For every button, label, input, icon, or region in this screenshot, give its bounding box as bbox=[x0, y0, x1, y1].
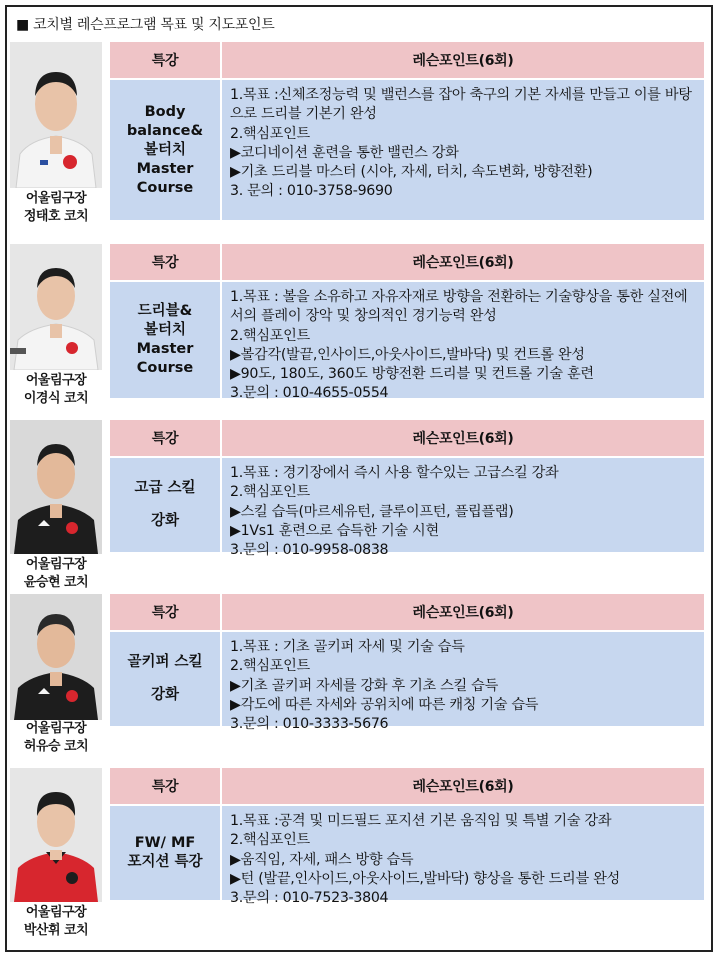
coach-photo-icon bbox=[10, 42, 102, 188]
points-header: 레슨포인트(6회) bbox=[222, 420, 704, 456]
point-line: ▶기초 골키퍼 자세를 강화 후 기초 스킬 습득 bbox=[230, 677, 498, 694]
course-header: 특강 bbox=[110, 768, 220, 804]
course-line: 강화 bbox=[150, 513, 179, 529]
lesson-table bbox=[110, 244, 704, 402]
point-line: 3.문의 : 010-4655-0554 bbox=[230, 385, 389, 402]
course-header: 특강 bbox=[110, 594, 220, 630]
course-line: Master bbox=[136, 341, 194, 357]
points-cell bbox=[222, 632, 704, 733]
point-line: ▶90도, 180도, 360도 방향전환 드리블 및 컨트롤 기술 훈련 bbox=[230, 366, 594, 383]
coach-name: 이경식 코치 bbox=[23, 391, 89, 406]
point-line: ▶각도에 따른 자세와 공위치에 따른 캐칭 기술 습득 bbox=[230, 696, 539, 713]
point-line: 3.문의 : 010-3333-5676 bbox=[230, 716, 389, 733]
course-line: 강화 bbox=[150, 687, 179, 703]
course-cell bbox=[110, 80, 220, 220]
course-header: 특강 bbox=[110, 42, 220, 78]
point-line: 1.목표 :공격 및 미드필드 포지션 기본 움직임 및 특별 기술 강좌 bbox=[230, 813, 612, 829]
coach-caption bbox=[8, 720, 104, 756]
course-cell bbox=[110, 282, 220, 398]
coach-caption bbox=[8, 904, 104, 940]
point-line: ▶턴 (발끝,인사이드,아웃사이드,발바닥) 향상을 통한 드리블 완성 bbox=[230, 870, 620, 887]
coach-photo-icon bbox=[10, 594, 102, 720]
points-header: 레슨포인트(6회) bbox=[222, 244, 704, 280]
point-line: ▶움직임, 자세, 패스 방향 습득 bbox=[230, 851, 414, 868]
lesson-table bbox=[110, 42, 704, 220]
coach-venue: 어울림구장 bbox=[25, 557, 87, 572]
coach-photo-icon bbox=[10, 244, 102, 370]
page-heading: ■ 코치별 레슨프로그램 목표 및 지도포인트 bbox=[16, 17, 275, 33]
point-line: ▶볼감각(발끝,인사이드,아웃사이드,발바닥) 및 컨트롤 완성 bbox=[230, 346, 585, 363]
points-cell bbox=[222, 458, 704, 559]
point-line: ▶기초 드리블 마스터 (시야, 자세, 터치, 속도변화, 방향전환) bbox=[230, 164, 593, 181]
course-header: 특강 bbox=[110, 244, 220, 280]
course-line: Course bbox=[136, 179, 194, 196]
course-line: 드리블& bbox=[137, 303, 193, 319]
point-line: 2.핵심포인트 bbox=[230, 658, 310, 675]
point-line: 1.목표 : 볼을 소유하고 자유자재로 방향을 전환하는 기술향상을 통한 실전에서의 플레이 장악 및 창의적인 경기능력 완성 bbox=[230, 289, 688, 325]
point-line: 1.목표 : 기초 골키퍼 자세 및 기술 습득 bbox=[230, 639, 465, 655]
lesson-table bbox=[110, 768, 704, 907]
course-line: Body bbox=[144, 103, 186, 120]
point-line: ▶스킬 습득(마르세유턴, 클루이프턴, 플립플랩) bbox=[230, 503, 514, 520]
points-header: 레슨포인트(6회) bbox=[222, 594, 704, 630]
coach-photo-icon bbox=[10, 768, 102, 902]
point-line: 2.핵심포인트 bbox=[230, 832, 310, 849]
point-line: 2.핵심포인트 bbox=[230, 484, 310, 501]
course-cell bbox=[110, 806, 220, 900]
coach-venue: 어울림구장 bbox=[25, 191, 87, 206]
course-cell bbox=[110, 458, 220, 552]
coach-venue: 어울림구장 bbox=[25, 905, 87, 920]
course-line: Course bbox=[136, 360, 194, 376]
point-line: 1.목표 : 경기장에서 즉시 사용 할수있는 고급스킬 강좌 bbox=[230, 465, 559, 481]
coach-name: 박산휘 코치 bbox=[23, 923, 89, 938]
coach-venue: 어울림구장 bbox=[25, 721, 87, 736]
coach-caption bbox=[8, 190, 104, 226]
coach-caption bbox=[8, 556, 104, 592]
points-header: 레슨포인트(6회) bbox=[222, 768, 704, 804]
course-line: 볼터치 bbox=[143, 141, 187, 158]
course-line: 고급 스킬 bbox=[134, 480, 196, 496]
coach-name: 정태호 코치 bbox=[23, 209, 89, 224]
point-line: 3.문의 : 010-7523-3804 bbox=[230, 890, 389, 907]
coach-caption bbox=[8, 372, 104, 408]
point-line: 2.핵심포인트 bbox=[230, 125, 310, 142]
points-cell bbox=[222, 806, 704, 907]
course-line: 볼터치 bbox=[143, 322, 187, 338]
points-header: 레슨포인트(6회) bbox=[222, 42, 704, 78]
point-line: 3. 문의 : 010-3758-9690 bbox=[230, 183, 393, 200]
coach-name: 윤승현 코치 bbox=[23, 575, 89, 590]
course-line: Master bbox=[136, 160, 194, 177]
point-line: 1.목표 :신체조정능력 및 밸런스를 잡아 축구의 기본 자세를 만들고 이를 바탕으로 드리블 기본기 완성 bbox=[230, 87, 692, 123]
point-line: ▶1Vs1 훈련으로 습득한 기술 시현 bbox=[230, 522, 439, 539]
course-header: 특강 bbox=[110, 420, 220, 456]
course-line: 골키퍼 스킬 bbox=[127, 654, 203, 670]
point-line: 2.핵심포인트 bbox=[230, 327, 310, 344]
points-cell bbox=[222, 282, 704, 402]
point-line: ▶코디네이션 훈련을 통한 밸런스 강화 bbox=[230, 144, 459, 161]
course-line: 포지션 특강 bbox=[127, 854, 203, 870]
course-cell bbox=[110, 632, 220, 726]
points-cell bbox=[222, 80, 704, 220]
course-line: balance& bbox=[126, 122, 204, 139]
point-line: 3.문의 : 010-9958-0838 bbox=[230, 542, 389, 559]
coach-name: 허유승 코치 bbox=[23, 739, 89, 754]
coach-photo-icon bbox=[10, 420, 102, 554]
lesson-table bbox=[110, 420, 704, 559]
coach-venue: 어울림구장 bbox=[25, 373, 87, 388]
course-line: FW/ MF bbox=[134, 835, 196, 851]
lesson-table bbox=[110, 594, 704, 733]
